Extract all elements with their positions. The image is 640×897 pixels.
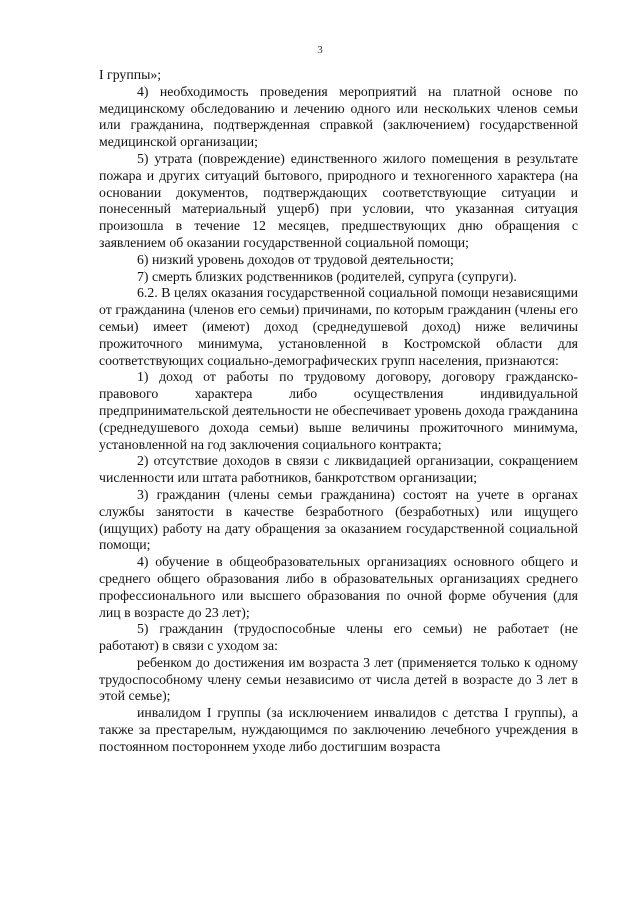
- paragraph: 4) необходимость проведения мероприятий на платной основе по медицинскому обследованию и лечению одного или нескольких членов семьи или гражданина, подтвержденная справкой (заключением) государственной медицинской организации;: [99, 83, 578, 150]
- paragraph: 6) низкий уровень доходов от трудовой деятельности;: [137, 251, 454, 267]
- paragraph: 5) гражданин (трудоспособные члены его семьи) не работает (не работают) в связи с уходом за:: [99, 621, 578, 654]
- paragraph: 6.2. В целях оказания государственной социальной помощи независящими от гражданина (членов его семьи) причинами, по которым гражданин (члены его семьи) имеет (имеют) доход (среднедушевой доход) ниже величины прожиточного минимума, установленной в Костромской области для соответствующих социально-демографических групп населения, признаются:: [99, 285, 578, 368]
- paragraph: 4) обучение в общеобразовательных организациях основного общего и среднего общего образования либо в образовательных организациях среднего профессионального или высшего образования по очной форме обучения (для лиц в возрасте до 23 лет);: [99, 554, 578, 620]
- paragraph: 1) доход от работы по трудовому договору, договору гражданско-правового характера либо осуществления индивидуальной предпринимательской деятельности не обеспечивает уровень дохода гражданина (среднедушевого дохода семьи) выше величины прожиточного минимума, установленной на год заключения социального контракта;: [99, 369, 578, 452]
- paragraph: 7) смерть близких родственников (родителей, супруга (супруги).: [137, 268, 517, 284]
- paragraph: I группы»;: [99, 67, 162, 82]
- page-number: 3: [317, 44, 323, 56]
- paragraph: 5) утрата (повреждение) единственного жилого помещения в результате пожара и других ситуаций бытового, природного и техногенного характера (на основании документов, подтверждающих соответствующие ситуации и понесенный материальный ущерб) при условии, что указанная ситуация произошла в течение 12 месяцев, предшествующих дню обращения с заявлением об оказании государственной социальной помощи;: [99, 150, 578, 250]
- paragraph: 3) гражданин (члены семьи гражданина) состоят на учете в органах службы занятости в качестве безработного (безработных) или ищущего (ищущих) работу на дату обращения за оказанием государственной социальной помощи;: [99, 486, 578, 553]
- paragraph: инвалидом I группы (за исключением инвалидов с детства I группы), а также за престарелым, нуждающимся по заключению лечебного учреждения в постоянном постороннем уходе либо достигшим возраста: [99, 705, 578, 754]
- paragraph: ребенком до достижения им возраста 3 лет (применяется только к одному трудоспособному члену семьи независимо от числа детей в возрасте до 3 лет в этой семье);: [99, 654, 578, 704]
- document-body: [99, 67, 578, 756]
- paragraph: 2) отсутствие доходов в связи с ликвидацией организации, сокращением численности или штата работников, банкротством организации;: [99, 453, 578, 486]
